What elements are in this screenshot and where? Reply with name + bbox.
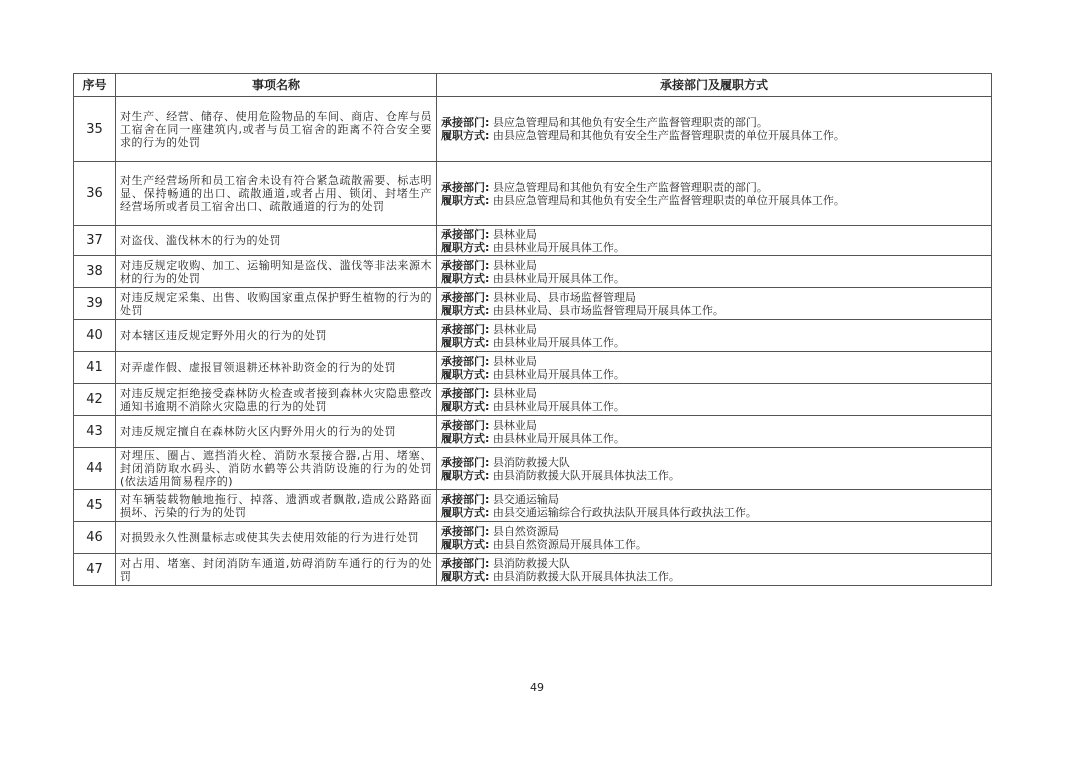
dept-label: 承接部门: bbox=[441, 418, 490, 432]
table-row bbox=[74, 162, 992, 226]
method-label: 履职方式: bbox=[441, 399, 490, 413]
method-line bbox=[441, 570, 987, 583]
matter-name: 对本辖区违反规定野外用火的行为的处罚 bbox=[116, 320, 437, 352]
dept-line bbox=[441, 228, 987, 241]
row-number: 47 bbox=[74, 554, 116, 586]
matter-name: 对损毁永久性测量标志或使其失去使用效能的行为进行处罚 bbox=[116, 522, 437, 554]
method-line bbox=[441, 432, 987, 445]
row-number: 46 bbox=[74, 522, 116, 554]
dept-label: 承接部门: bbox=[441, 354, 490, 368]
method-line bbox=[441, 304, 987, 317]
dept-label: 承接部门: bbox=[441, 258, 490, 272]
method-line bbox=[441, 272, 987, 285]
dept-label: 承接部门: bbox=[441, 524, 490, 538]
dept-and-method bbox=[437, 320, 992, 352]
dept-line bbox=[441, 259, 987, 272]
method-value: 由县自然资源局开展具体工作。 bbox=[489, 537, 647, 551]
dept-and-method bbox=[437, 490, 992, 522]
dept-value: 县林业局 bbox=[489, 354, 537, 368]
method-line bbox=[441, 506, 987, 519]
header-no: 序号 bbox=[74, 74, 116, 97]
dept-and-method bbox=[437, 448, 992, 490]
dept-and-method bbox=[437, 554, 992, 586]
table-row bbox=[74, 448, 992, 490]
method-label: 履职方式: bbox=[441, 240, 490, 254]
dept-value: 县应急管理局和其他负有安全生产监督管理职责的部门。 bbox=[489, 116, 768, 129]
table-row bbox=[74, 522, 992, 554]
dept-label: 承接部门: bbox=[441, 455, 490, 469]
dept-line bbox=[441, 387, 987, 400]
dept-line bbox=[441, 557, 987, 570]
method-label: 履职方式: bbox=[441, 335, 490, 349]
method-label: 履职方式: bbox=[441, 193, 490, 207]
header-dept: 承接部门及履职方式 bbox=[437, 74, 992, 97]
dept-line bbox=[441, 419, 987, 432]
method-value: 由县林业局开展具体工作。 bbox=[489, 240, 625, 254]
dept-value: 县林业局、县市场监督管理局 bbox=[489, 290, 636, 304]
method-value: 由县应急管理局和其他负有安全生产监督管理职责的单位开展具体工作。 bbox=[489, 129, 845, 142]
method-line bbox=[441, 400, 987, 413]
table-body bbox=[74, 97, 992, 586]
method-value: 由县消防救援大队开展具体执法工作。 bbox=[489, 468, 680, 482]
method-line bbox=[441, 194, 987, 207]
method-label: 履职方式: bbox=[441, 468, 490, 482]
matter-name: 对违反规定采集、出售、收购国家重点保护野生植物的行为的处罚 bbox=[116, 288, 437, 320]
table-header bbox=[74, 74, 992, 97]
dept-label: 承接部门: bbox=[441, 227, 490, 241]
dept-value: 县自然资源局 bbox=[489, 524, 559, 538]
dept-line bbox=[441, 355, 987, 368]
method-value: 由县林业局开展具体工作。 bbox=[489, 271, 625, 285]
dept-and-method bbox=[437, 384, 992, 416]
matter-name: 对车辆装载物触地拖行、掉落、遗洒或者飘散,造成公路路面损坏、污染的行为的处罚 bbox=[116, 490, 437, 522]
table-row bbox=[74, 226, 992, 256]
row-number: 40 bbox=[74, 320, 116, 352]
dept-line bbox=[441, 525, 987, 538]
row-number: 37 bbox=[74, 226, 116, 256]
dept-label: 承接部门: bbox=[441, 556, 490, 570]
dept-and-method bbox=[437, 97, 992, 162]
dept-and-method bbox=[437, 352, 992, 384]
row-number: 44 bbox=[74, 448, 116, 490]
row-number: 38 bbox=[74, 256, 116, 288]
row-number: 35 bbox=[74, 97, 116, 162]
dept-label: 承接部门: bbox=[441, 290, 490, 304]
method-label: 履职方式: bbox=[441, 569, 490, 583]
method-label: 履职方式: bbox=[441, 271, 490, 285]
method-value: 由县林业局开展具体工作。 bbox=[489, 335, 625, 349]
row-number: 41 bbox=[74, 352, 116, 384]
header-row bbox=[74, 74, 992, 97]
method-label: 履职方式: bbox=[441, 129, 490, 142]
dept-value: 县林业局 bbox=[489, 418, 537, 432]
matter-name: 对违反规定拒绝接受森林防火检查或者接到森林火灾隐患整改通知书逾期不消除火灾隐患的行为的处罚 bbox=[116, 384, 437, 416]
method-label: 履职方式: bbox=[441, 303, 490, 317]
table-row bbox=[74, 490, 992, 522]
dept-value: 县应急管理局和其他负有安全生产监督管理职责的部门。 bbox=[489, 180, 768, 194]
dept-and-method bbox=[437, 162, 992, 226]
row-number: 43 bbox=[74, 416, 116, 448]
table-row bbox=[74, 320, 992, 352]
table-row bbox=[74, 288, 992, 320]
header-name: 事项名称 bbox=[116, 74, 437, 97]
dept-label: 承接部门: bbox=[441, 180, 490, 194]
dept-line bbox=[441, 181, 987, 194]
page-number: 49 bbox=[530, 681, 544, 694]
dept-value: 县消防救援大队 bbox=[489, 556, 570, 570]
matter-name: 对盗伐、滥伐林木的行为的处罚 bbox=[116, 226, 437, 256]
method-value: 由县应急管理局和其他负有安全生产监督管理职责的单位开展具体工作。 bbox=[489, 193, 845, 207]
method-line bbox=[441, 129, 987, 142]
method-value: 由县交通运输综合行政执法队开展具体行政执法工作。 bbox=[489, 505, 757, 519]
dept-line bbox=[441, 456, 987, 469]
dept-and-method bbox=[437, 416, 992, 448]
table-row bbox=[74, 554, 992, 586]
dept-label: 承接部门: bbox=[441, 322, 490, 336]
method-line bbox=[441, 469, 987, 482]
method-label: 履职方式: bbox=[441, 537, 490, 551]
row-number: 42 bbox=[74, 384, 116, 416]
table-row bbox=[74, 256, 992, 288]
table-row bbox=[74, 97, 992, 162]
table-row bbox=[74, 384, 992, 416]
row-number: 39 bbox=[74, 288, 116, 320]
matter-name: 对违反规定擅自在森林防火区内野外用火的行为的处罚 bbox=[116, 416, 437, 448]
method-line bbox=[441, 241, 987, 254]
matters-table bbox=[73, 73, 992, 586]
method-value: 由县林业局开展具体工作。 bbox=[489, 367, 625, 381]
dept-label: 承接部门: bbox=[441, 492, 490, 506]
dept-line bbox=[441, 116, 987, 129]
matter-name: 对弄虚作假、虚报冒领退耕还林补助资金的行为的处罚 bbox=[116, 352, 437, 384]
method-label: 履职方式: bbox=[441, 431, 490, 445]
table-row bbox=[74, 416, 992, 448]
dept-and-method bbox=[437, 226, 992, 256]
matter-name: 对生产、经营、储存、使用危险物品的车间、商店、仓库与员工宿舍在同一座建筑内,或者与员工宿舍的距离不符合安全要求的行为的处罚 bbox=[116, 97, 437, 162]
method-line bbox=[441, 336, 987, 349]
dept-line bbox=[441, 291, 987, 304]
row-number: 36 bbox=[74, 162, 116, 226]
method-label: 履职方式: bbox=[441, 505, 490, 519]
method-value: 由县林业局开展具体工作。 bbox=[489, 431, 625, 445]
dept-and-method bbox=[437, 288, 992, 320]
method-label: 履职方式: bbox=[441, 367, 490, 381]
method-value: 由县林业局开展具体工作。 bbox=[489, 399, 625, 413]
method-line bbox=[441, 368, 987, 381]
dept-line bbox=[441, 323, 987, 336]
matter-name: 对生产经营场所和员工宿舍未设有符合紧急疏散需要、标志明显、保持畅通的出口、疏散通道,或者占用、锁闭、封堵生产经营场所或者员工宿舍出口、疏散通道的行为的处罚 bbox=[116, 162, 437, 226]
dept-and-method bbox=[437, 256, 992, 288]
row-number: 45 bbox=[74, 490, 116, 522]
dept-line bbox=[441, 493, 987, 506]
dept-value: 县林业局 bbox=[489, 227, 537, 241]
method-line bbox=[441, 538, 987, 551]
table-row bbox=[74, 352, 992, 384]
dept-value: 县交通运输局 bbox=[489, 492, 559, 506]
dept-label: 承接部门: bbox=[441, 386, 490, 400]
matter-name: 对埋压、圈占、遮挡消火栓、消防水泵接合器,占用、堵塞、封闭消防取水码头、消防水鹤等公共消防设施的行为的处罚(依法适用简易程序的) bbox=[116, 448, 437, 490]
dept-value: 县林业局 bbox=[489, 322, 537, 336]
method-value: 由县林业局、县市场监督管理局开展具体工作。 bbox=[489, 303, 724, 317]
dept-value: 县林业局 bbox=[489, 258, 537, 272]
dept-value: 县林业局 bbox=[489, 386, 537, 400]
matter-name: 对违反规定收购、加工、运输明知是盗伐、滥伐等非法来源木材的行为的处罚 bbox=[116, 256, 437, 288]
matter-name: 对占用、堵塞、封闭消防车通道,妨碍消防车通行的行为的处罚 bbox=[116, 554, 437, 586]
dept-and-method bbox=[437, 522, 992, 554]
dept-value: 县消防救援大队 bbox=[489, 455, 570, 469]
dept-label: 承接部门: bbox=[441, 116, 490, 129]
method-value: 由县消防救援大队开展具体执法工作。 bbox=[489, 569, 680, 583]
